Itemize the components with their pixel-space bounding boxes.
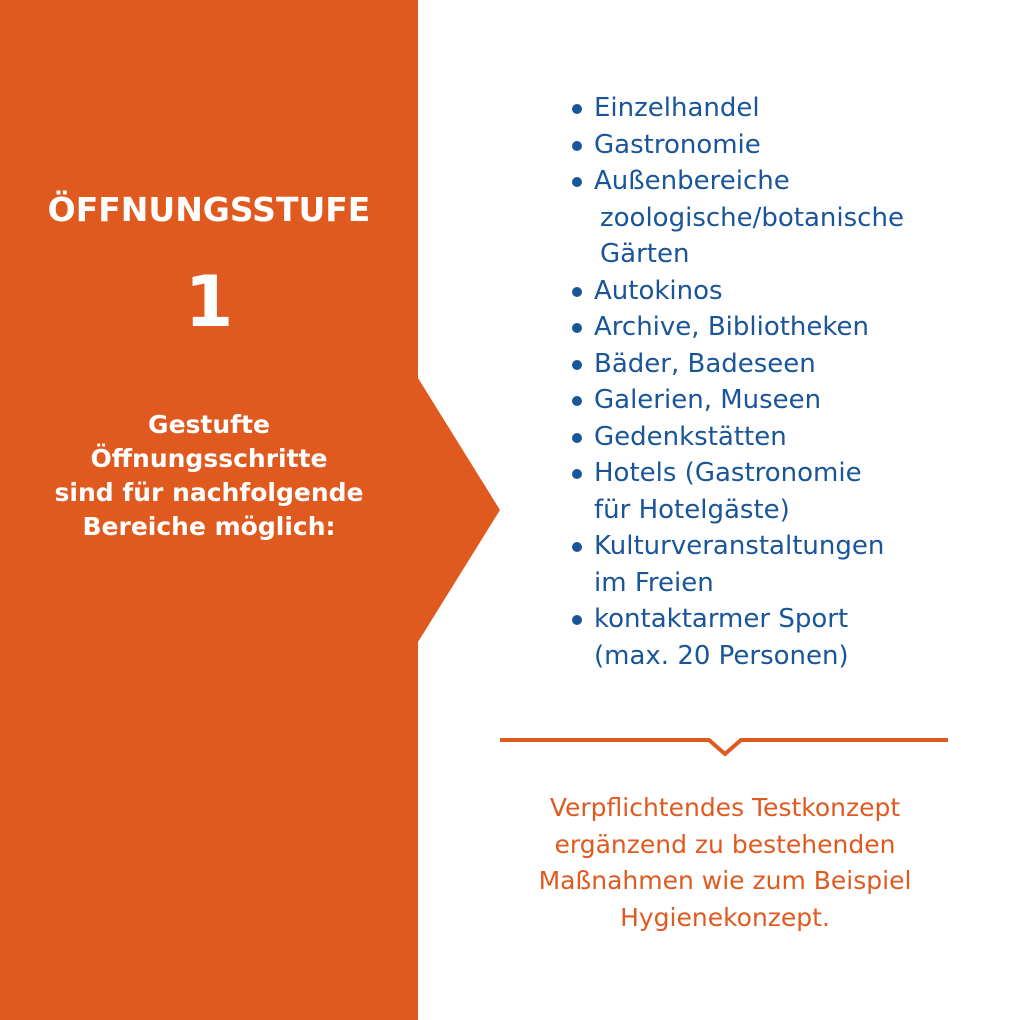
bullet-icon [572, 104, 582, 114]
area-item-label: Autokinos [594, 275, 723, 306]
area-item-archive [566, 309, 904, 346]
area-item-aussenbereiche [566, 163, 904, 273]
test-concept-note [490, 790, 960, 936]
stage-number: 1 [184, 261, 234, 343]
area-item-hotels [566, 455, 904, 528]
bullet-icon [572, 615, 582, 625]
area-item-gastronomie [566, 127, 904, 164]
area-item-kulturveranstaltungen [566, 528, 904, 601]
area-item-gedenkstaetten [566, 419, 904, 456]
bullet-icon [572, 433, 582, 443]
area-item-label: Kulturveranstaltungen [594, 531, 885, 561]
area-item-sport [566, 601, 904, 674]
area-item-label-continued: (max. 20 Personen) [594, 640, 849, 671]
area-item-baeder [566, 346, 904, 383]
area-list [566, 90, 904, 674]
stage-description-line: sind für nachfolgende [54, 478, 364, 507]
notched-divider [500, 730, 948, 760]
note-line: Maßnahmen wie zum Beispiel [538, 866, 912, 895]
note-line: ergänzend zu bestehenden [554, 829, 896, 859]
area-item-autokinos [566, 273, 904, 310]
note-line: Hygienekonzept. [620, 902, 830, 932]
area-item-label: Galerien, Museen [594, 385, 822, 415]
stage-description [0, 408, 418, 544]
area-item-einzelhandel [566, 90, 904, 127]
area-item-label: Archive, Bibliotheken [594, 312, 870, 342]
area-item-label: Bäder, Badeseen [594, 348, 816, 379]
area-item-label-continued: im Freien [594, 567, 714, 598]
note-line: Verpflichtendes Testkonzept [549, 793, 901, 822]
area-item-label: Gedenkstätten [594, 421, 787, 452]
bullet-icon [572, 396, 582, 406]
bullet-icon [572, 542, 582, 552]
area-item-label: Gastronomie [594, 129, 761, 160]
bullet-icon [572, 177, 582, 187]
stage-title: ÖFFNUNGSSTUFE [47, 190, 371, 229]
area-item-galerien [566, 382, 904, 419]
stage-description-line: Öffnungsschritte [90, 444, 328, 473]
area-item-label: Hotels (Gastronomie [594, 458, 862, 488]
area-item-label: Einzelhandel [594, 93, 760, 123]
bullet-icon [572, 469, 582, 479]
bullet-icon [572, 287, 582, 297]
area-item-label-continued: für Hotelgäste) [594, 494, 790, 525]
area-item-label-continued: Gärten [600, 239, 690, 269]
bullet-icon [572, 360, 582, 370]
bullet-icon [572, 323, 582, 333]
stage-description-line: Gestufte [148, 410, 270, 439]
stage-description-line: Bereiche möglich: [82, 512, 336, 541]
area-item-label: Außenbereiche [594, 166, 790, 196]
area-item-label: kontaktarmer Sport [594, 604, 849, 634]
area-item-label-continued: zoologische/botanische [600, 202, 904, 233]
bullet-icon [572, 141, 582, 151]
